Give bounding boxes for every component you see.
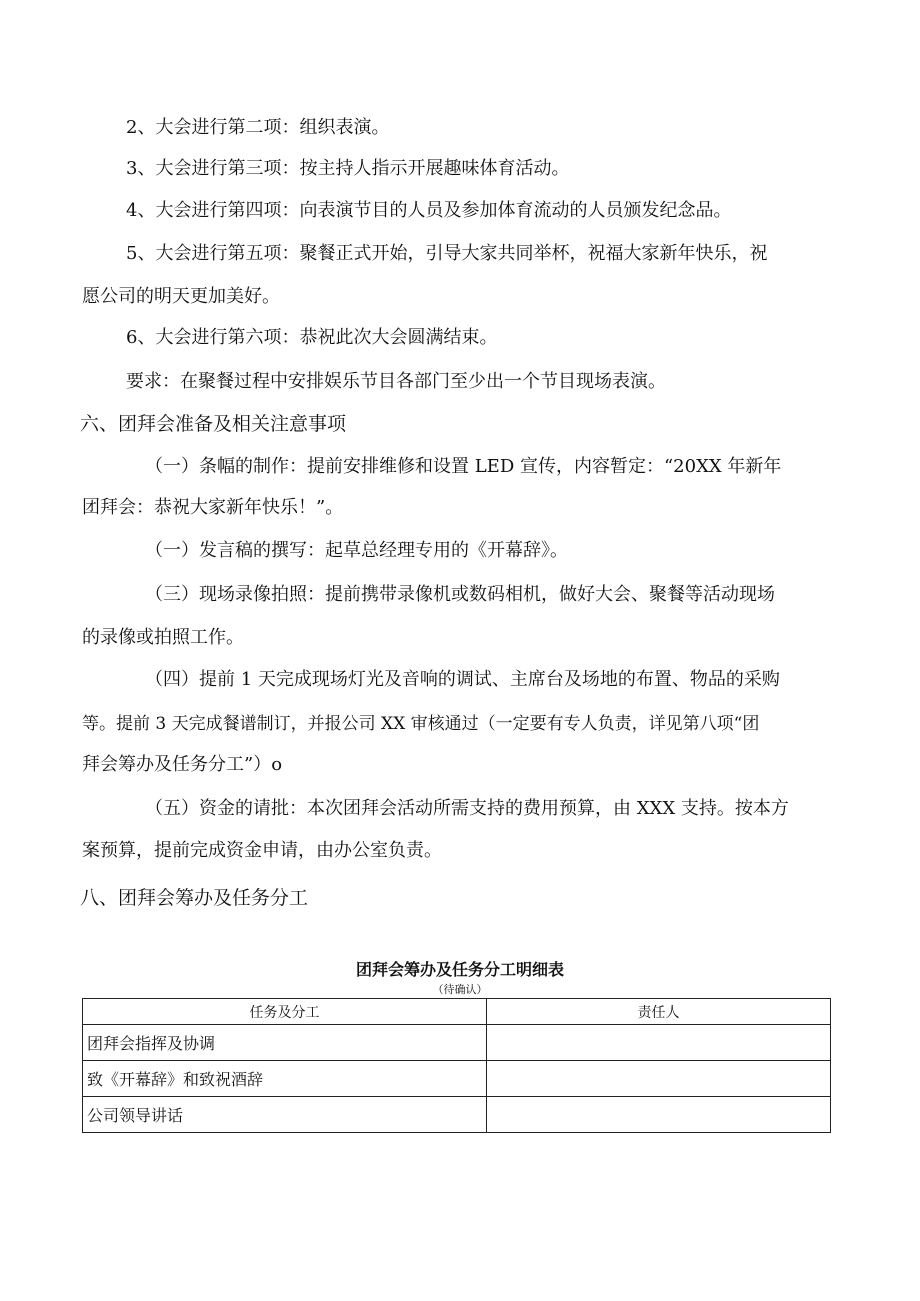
table-row (83, 1061, 831, 1097)
section-6-item-5-line2: 案预算，提前完成资金申请，由办公室负责。 (82, 840, 442, 861)
responsible-cell (487, 1025, 831, 1061)
table-row (83, 1097, 831, 1133)
responsible-cell (487, 1097, 831, 1133)
task-cell: 公司领导讲话 (83, 1097, 487, 1133)
section-6-item-3-line1: （三）现场录像拍照：提前携带录像机或数码相机，做好大会、聚餐等活动现场 (145, 584, 775, 605)
section-6-item-5-line1: （五）资金的请批：本次团拜会活动所需支持的费用预算，由 XXX 支持。按本方 (145, 798, 789, 819)
paragraph-item-5-line2: 愿公司的明天更加美好。 (82, 286, 280, 307)
section-6-item-2: （一）发言稿的撰写：起草总经理专用的《开幕辞》。 (145, 540, 568, 561)
paragraph-item-6: 6、大会进行第六项：恭祝此次大会圆满结束。 (126, 327, 498, 348)
section-6-item-4-line1: （四）提前 1 天完成现场灯光及音响的调试、主席台及场地的布置、物品的采购 (145, 669, 780, 690)
section-6-heading: 六、团拜会准备及相关注意事项 (80, 413, 347, 435)
section-8-heading: 八、团拜会筹办及任务分工 (80, 887, 309, 909)
paragraph-item-3: 3、大会进行第三项：按主持人指示开展趣味体育活动。 (126, 158, 570, 179)
responsible-cell (487, 1061, 831, 1097)
paragraph-item-5-line1: 5、大会进行第五项：聚餐正式开始，引导大家共同举杯，祝福大家新年快乐，祝 (126, 243, 768, 264)
section-6-item-3-line2: 的录像或拍照工作。 (82, 627, 244, 648)
task-cell: 致《开幕辞》和致祝酒辞 (83, 1061, 487, 1097)
table-title: 团拜会筹办及任务分工明细表 (355, 960, 564, 979)
section-6-item-1-line1: （一）条幅的制作：提前安排维修和设置 LED 宣传，内容暂定：“20XX 年新年 (145, 456, 782, 477)
table-header-row (83, 999, 831, 1025)
paragraph-item-4: 4、大会进行第四项：向表演节目的人员及参加体育流动的人员颁发纪念品。 (126, 200, 732, 221)
requirement-note: 要求：在聚餐过程中安排娱乐节目各部门至少出一个节目现场表演。 (126, 371, 666, 392)
task-assignment-table (82, 998, 831, 1133)
section-6-item-1-line2: 团拜会：恭祝大家新年快乐！”。 (82, 497, 344, 518)
paragraph-item-2: 2、大会进行第二项：组织表演。 (126, 117, 390, 138)
section-6-item-4-line3: 拜会筹办及任务分工”）o (82, 754, 283, 775)
header-task: 任务及分工 (83, 999, 487, 1025)
table-subtitle: （待确认） (432, 983, 488, 996)
task-cell: 团拜会指挥及协调 (83, 1025, 487, 1061)
table-row (83, 1025, 831, 1061)
header-responsible: 责任人 (487, 999, 831, 1025)
section-6-item-4-line2: 等。提前 3 天完成餐谱制订，并报公司 XX 审核通过（一定要有专人负责，详见第八项“团 (82, 714, 760, 734)
